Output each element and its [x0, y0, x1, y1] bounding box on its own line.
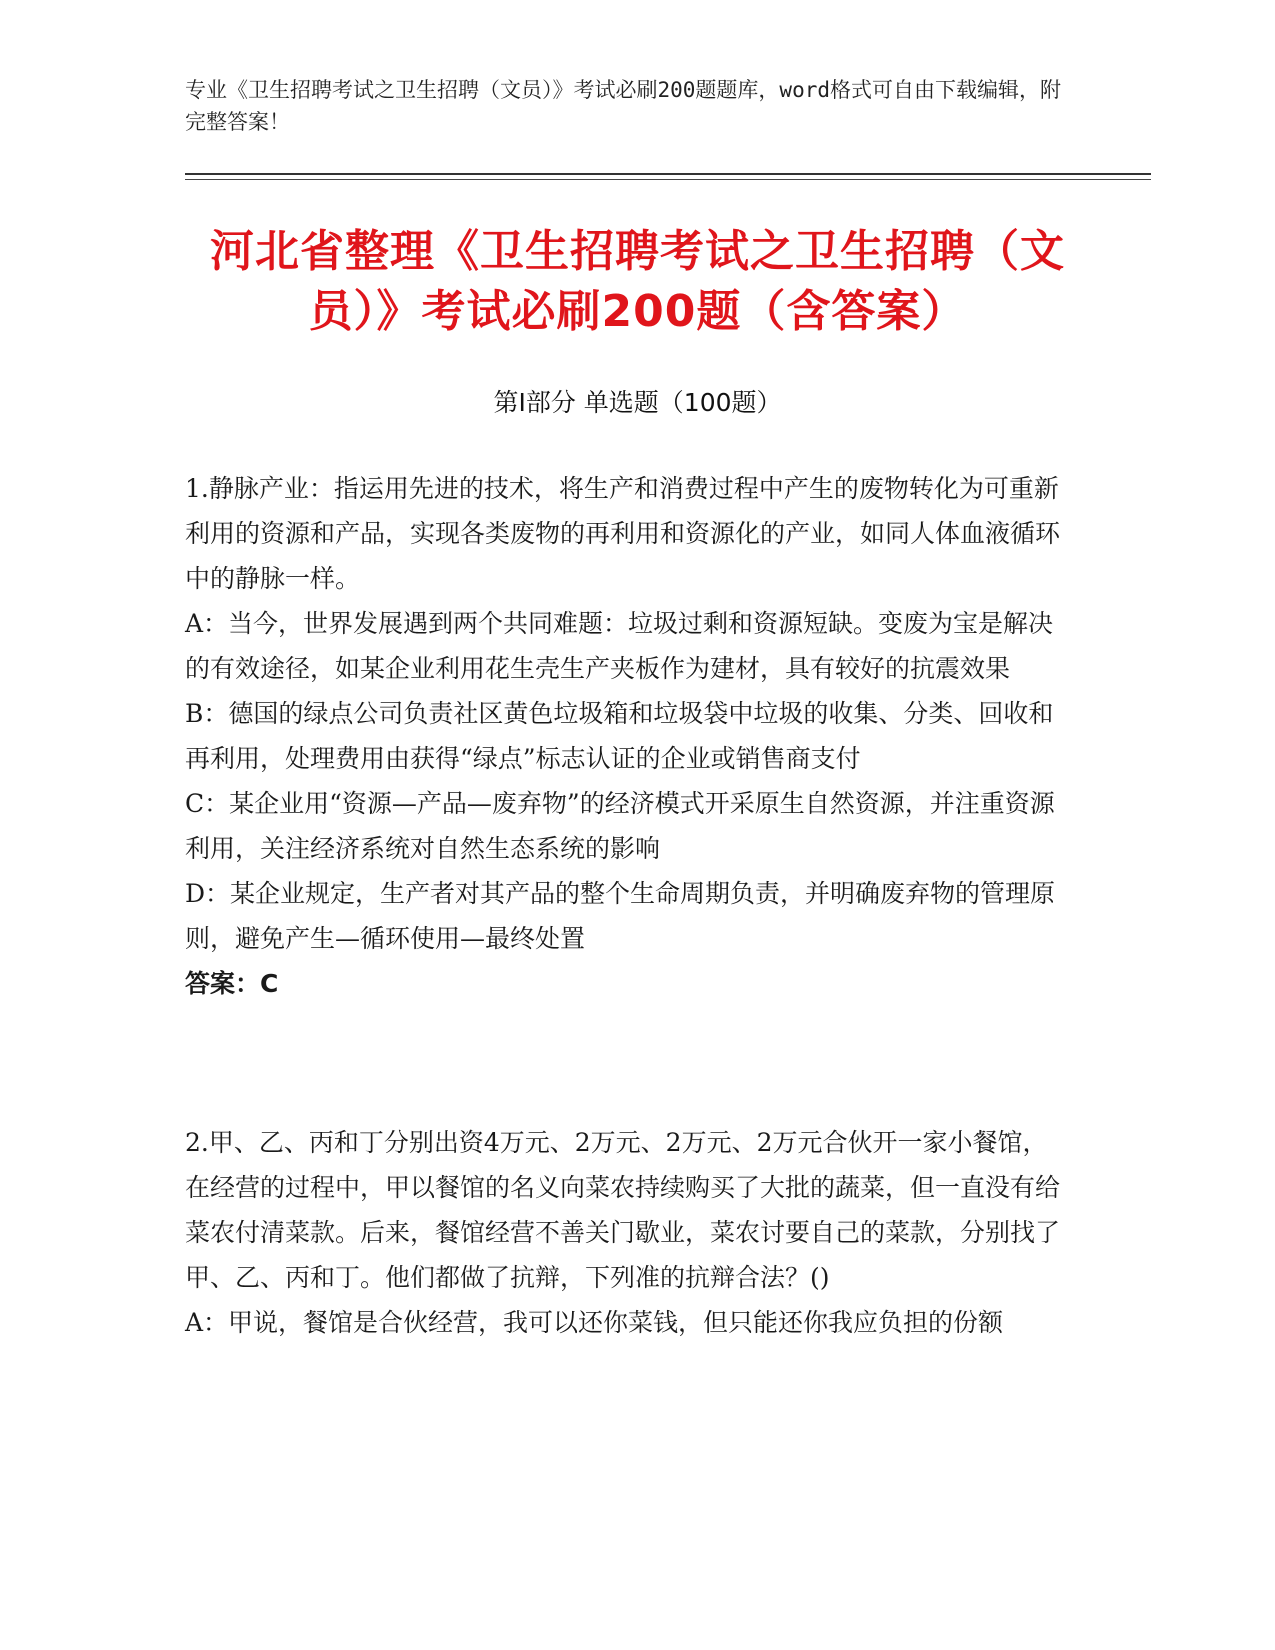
question-1-option-b: B：德国的绿点公司负责社区黄色垃圾箱和垃圾袋中垃圾的收集、分类、回收和再利用，处理费用由获得“绿点”标志认证的企业或销售商支付 — [185, 699, 1054, 773]
header-rule-thin — [185, 179, 1151, 180]
header-rule-thick — [185, 173, 1151, 175]
question-1-option-c: C：某企业用“资源—产品—废弃物”的经济模式开采原生自然资源，并注重资源利用，关注经济系统对自然生态系统的影响 — [185, 789, 1055, 863]
question-1-option-d: D：某企业规定，生产者对其产品的整个生命周期负责，并明确废弃物的管理原则，避免产生—循环使用—最终处置 — [185, 879, 1056, 953]
question-1-stem: 1.静脉产业：指运用先进的技术，将生产和消费过程中产生的废物转化为可重新利用的资源和产品，实现各类废物的再利用和资源化的产业，如同人体血液循环中的静脉一样。 — [185, 474, 1061, 593]
document-title: 河北省整理《卫生招聘考试之卫生招聘（文员）》考试必刷200题（含答案） — [210, 226, 1065, 337]
section-title: 第I部分 单选题（100题） — [493, 388, 782, 417]
header-note: 专业《卫生招聘考试之卫生招聘（文员）》考试必刷200题题库，word格式可自由下载编辑，附完整答案！ — [185, 78, 1061, 134]
question-1-answer: 答案：C — [185, 969, 279, 998]
question-1-option-a: A：当今，世界发展遇到两个共同难题：垃圾过剩和资源短缺。变废为宝是解决的有效途径，如某企业利用花生壳生产夹板作为建材，具有较好的抗震效果 — [185, 609, 1054, 683]
question-2 — [185, 1120, 1065, 1345]
question-1 — [185, 466, 1065, 1006]
question-2-option-a: A：甲说，餐馆是合伙经营，我可以还你菜钱，但只能还你我应负担的份额 — [185, 1308, 1004, 1337]
question-2-stem: 2.甲、乙、丙和丁分别出资4万元、2万元、2万元、2万元合伙开一家小餐馆，在经营的过程中，甲以餐馆的名义向菜农持续购买了大批的蔬菜，但一直没有给菜农付清菜款。后来，餐馆经营不善关门歇业，菜农讨要自己的菜款，分别找了甲、乙、丙和丁。他们都做了抗辩，下列准的抗辩合法？() — [185, 1128, 1061, 1292]
